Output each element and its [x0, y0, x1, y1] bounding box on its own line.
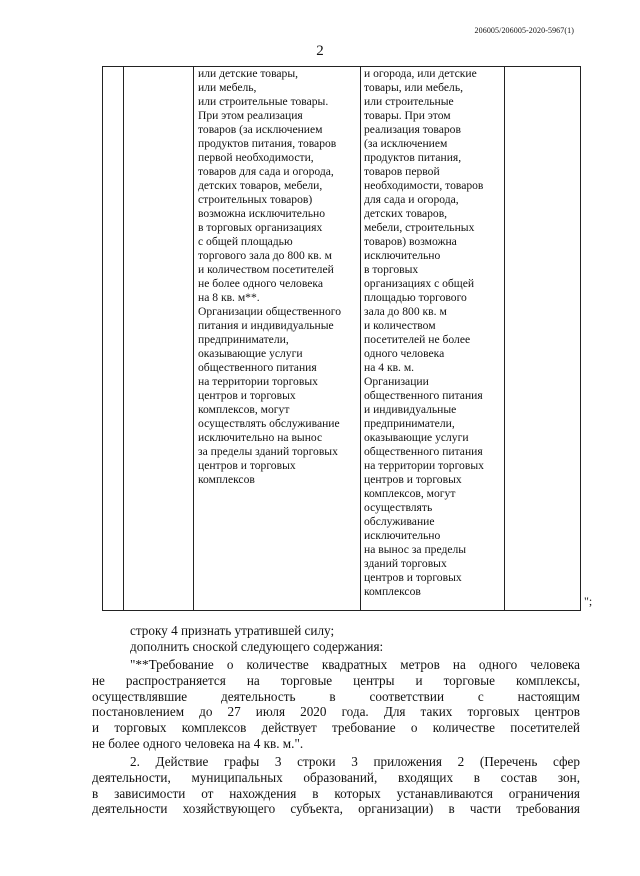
paragraph-item-2 [92, 754, 580, 817]
table-cell-line: на 4 кв. м. [364, 361, 415, 374]
table-cell-line: предприниматели, [198, 333, 289, 346]
paragraph-line: осуществлявшие деятельность в соответствии с настоящим [92, 688, 580, 704]
table-cell-line: товары. При этом [364, 109, 451, 122]
table-cell-line: строительных товаров) [198, 193, 313, 206]
paragraph-line: не распространяется на торговые центры и торговые комплексы, [92, 672, 580, 688]
table-cell-line: товаров для сада и огорода, [198, 165, 334, 178]
table-cell-line: общественного питания [198, 361, 317, 374]
table-cell-line: комплексов, могут [198, 403, 290, 416]
column-3-text [198, 67, 341, 487]
table-cell-line: реализация товаров [364, 123, 461, 136]
table-cell-line: осуществлять обслуживание [198, 417, 340, 430]
table-cell-line: центров и торговых [198, 389, 296, 402]
table-cell-line: детских товаров, мебели, [198, 179, 323, 192]
table-cell-line: При этом реализация [198, 109, 303, 122]
column-divider [504, 67, 505, 610]
table-cell-line: в торговых организациях [198, 221, 323, 234]
table-cell-line: исключительно на вынос [198, 431, 323, 444]
table-cell-line: оказывающие услуги [198, 347, 303, 360]
table-cell-line: обслуживание [364, 515, 435, 528]
table-cell-line: за пределы зданий торговых [198, 445, 338, 458]
paragraph-line: постановлением до 27 июля 2020 года. Для таких торговых центров [92, 704, 580, 720]
table-cell-line: детских товаров, [364, 207, 448, 220]
paragraph-line: не более одного человека на 4 кв. м.". [92, 735, 304, 751]
paragraph-line: и торговых комплексов действует требование о количестве посетителей [92, 720, 580, 736]
table-cell-line: площадью торгового [364, 291, 467, 304]
table-cell-line: на 8 кв. м**. [198, 291, 260, 304]
table-cell-line: с общей площадью [198, 235, 293, 248]
table-cell-line: оказывающие услуги [364, 431, 469, 444]
paragraph-line: 2. Действие графы 3 строки 3 приложения 2 (Перечень сфер [130, 754, 580, 769]
column-4-text [364, 67, 484, 599]
paragraph-line: дополнить сноской следующего содержания: [130, 638, 384, 654]
table-cell-line: товаров (за исключением [198, 123, 323, 136]
table-cell-line: одного человека [364, 347, 445, 360]
table-cell-line: комплексов [364, 585, 421, 598]
table-cell-line: на вынос за пределы [364, 543, 467, 556]
paragraph-line: деятельности хозяйствующего субъекта, организации) в части требования [92, 801, 580, 817]
table-cell-line: и огорода, или детские [364, 67, 477, 80]
table-cell-line: исключительно [364, 249, 441, 262]
column-divider [193, 67, 194, 610]
paragraph-repeal-row [92, 623, 580, 655]
paragraph-line: строку 4 признать утратившей силу; [130, 623, 335, 638]
table-cell-line: в торговых [364, 263, 419, 276]
paragraph-line: в зависимости от нахождения в которых устанавливаются ограничения [92, 785, 580, 801]
table-cell-line: мебели, строительных [364, 221, 475, 234]
table-cell-line: организациях с общей [364, 277, 475, 290]
table-cell-line: или строительные [364, 95, 454, 108]
column-divider [360, 67, 361, 610]
table-cell-line: не более одного человека [198, 277, 324, 290]
table-cell-line: необходимости, товаров [364, 179, 484, 192]
table-cell-line: комплексов, могут [364, 487, 456, 500]
table-cell-line: товаров первой [364, 165, 440, 178]
table-cell-line: зданий торговых [364, 557, 447, 570]
table-cell-line: и количеством посетителей [198, 263, 334, 276]
page-number: 2 [316, 43, 324, 59]
table-cell-line: товаров) возможна [364, 235, 457, 248]
table-cell-line: Организации [364, 375, 429, 388]
table-cell-line: или мебель, [198, 81, 257, 94]
table-cell-line: или детские товары, [198, 67, 299, 80]
table-cell-line: центров и торговых [364, 571, 462, 584]
table-cell-line: зала до 800 кв. м [364, 305, 447, 318]
table-cell-line: комплексов [198, 473, 255, 486]
table-cell-line: общественного питания [364, 445, 483, 458]
document-id: 206005/206005-2020-5967(1) [474, 26, 574, 35]
table-cell-line: на территории торговых [364, 459, 484, 472]
table-cell-line: центров и торговых [198, 459, 296, 472]
closing-quote-mark: "; [584, 594, 593, 608]
table-cell-line: продуктов питания, [364, 151, 462, 164]
table-cell-line: или строительные товары. [198, 95, 329, 108]
table-cell-line: продуктов питания, товаров [198, 137, 337, 150]
paragraph-line: деятельности, муниципальных образований, входящих в состав зон, [92, 769, 580, 785]
table-cell-line: общественного питания [364, 389, 483, 402]
table-cell-line: товары, или мебель, [364, 81, 463, 94]
table-cell-line: первой необходимости, [198, 151, 314, 164]
table-cell-line: и индивидуальные [364, 403, 457, 416]
table-cell-line: посетителей не более [364, 333, 471, 346]
table-cell-line: (за исключением [364, 137, 448, 150]
table-cell-line: питания и индивидуальные [198, 319, 334, 332]
table-cell-line: торгового зала до 800 кв. м [198, 249, 332, 262]
paragraph-line: "**Требование о количестве квадратных метров на одного человека [130, 657, 580, 672]
table-cell-line: осуществлять [364, 501, 433, 514]
table-cell-line: для сада и огорода, [364, 193, 459, 206]
footnote-paragraph [92, 657, 580, 752]
table-cell-line: центров и торговых [364, 473, 462, 486]
table-cell-line: исключительно [364, 529, 441, 542]
table-cell-line: на территории торговых [198, 375, 318, 388]
table-cell-line: и количеством [364, 319, 436, 332]
regulation-table [102, 66, 581, 611]
column-divider [123, 67, 124, 610]
table-cell-line: предприниматели, [364, 417, 455, 430]
table-cell-line: возможна исключительно [198, 207, 326, 220]
table-cell-line: Организации общественного [198, 305, 342, 318]
